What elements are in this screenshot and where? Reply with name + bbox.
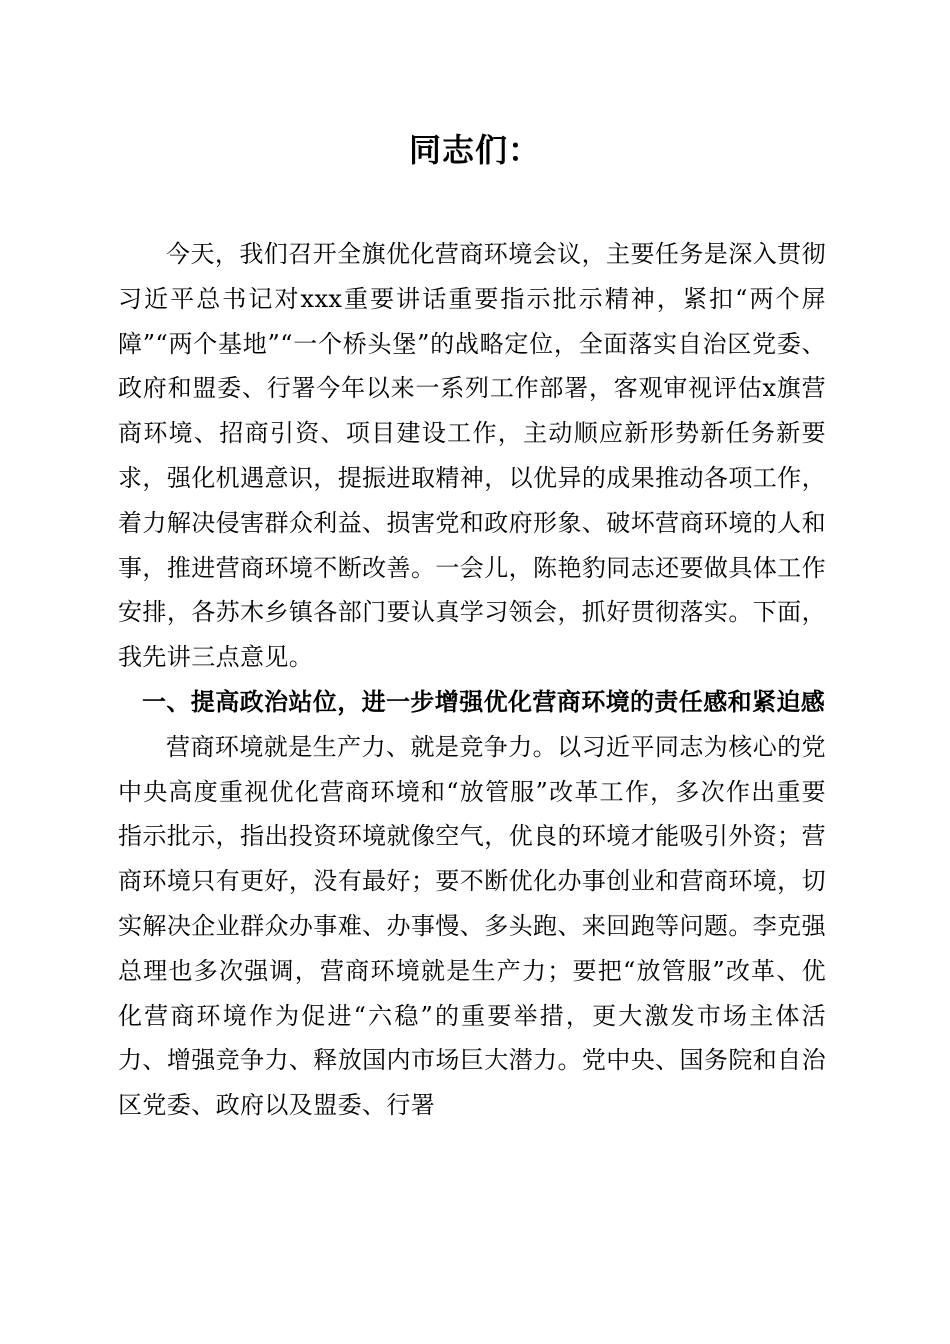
section-paragraph: 营商环境就是生产力、就是竞争力。以习近平同志为核心的党中央高度重视优化营商环境和“放管服”改革工作，多次作出重要指示批示，指出投资环境就像空气，优良的环境才能吸引外资；营商环境只有更好，没有最好；要不断优化办事创业和营商环境，切实解决企业群众办事难、办事慢、多头跑、来回跑等问题。李克强总理也多次强调，营商环境就是生产力；要把“放管服”改革、优化营商环境作为促进“六稳”的重要举措，更大激发市场主体活力、增强竞争力、释放国内市场巨大潜力。党中央、国务院和自治区党委、政府以及盟委、行署 [118, 732, 826, 1120]
page-title: 同志们： [408, 131, 541, 169]
document-body [118, 232, 826, 1128]
opening-paragraph: 今天，我们召开全旗优化营商环境会议，主要任务是深入贯彻习近平总书记对xxx重要讲话重要指示批示精神，紧扣“两个屏障”“两个基地”“一个桥头堡”的战略定位，全面落实自治区党委、政府和盟委、行署今年以来一系列工作部署，客观审视评估x旗营商环境、招商引资、项目建设工作，主动顺应新形势新任务新要求，强化机遇意识，提振进取精神，以优异的成果推动各项工作，着力解决侵害群众利益、损害党和政府形象、破坏营商环境的人和事，推进营商环境不断改善。一会儿，陈艳豹同志还要做具体工作安排，各苏木乡镇各部门要认真学习领会，抓好贯彻落实。下面，我先讲三点意见。 [118, 240, 826, 672]
section-heading: 一、提高政治站位，进一步增强优化营商环境的责任感和紧迫感 [142, 687, 826, 716]
